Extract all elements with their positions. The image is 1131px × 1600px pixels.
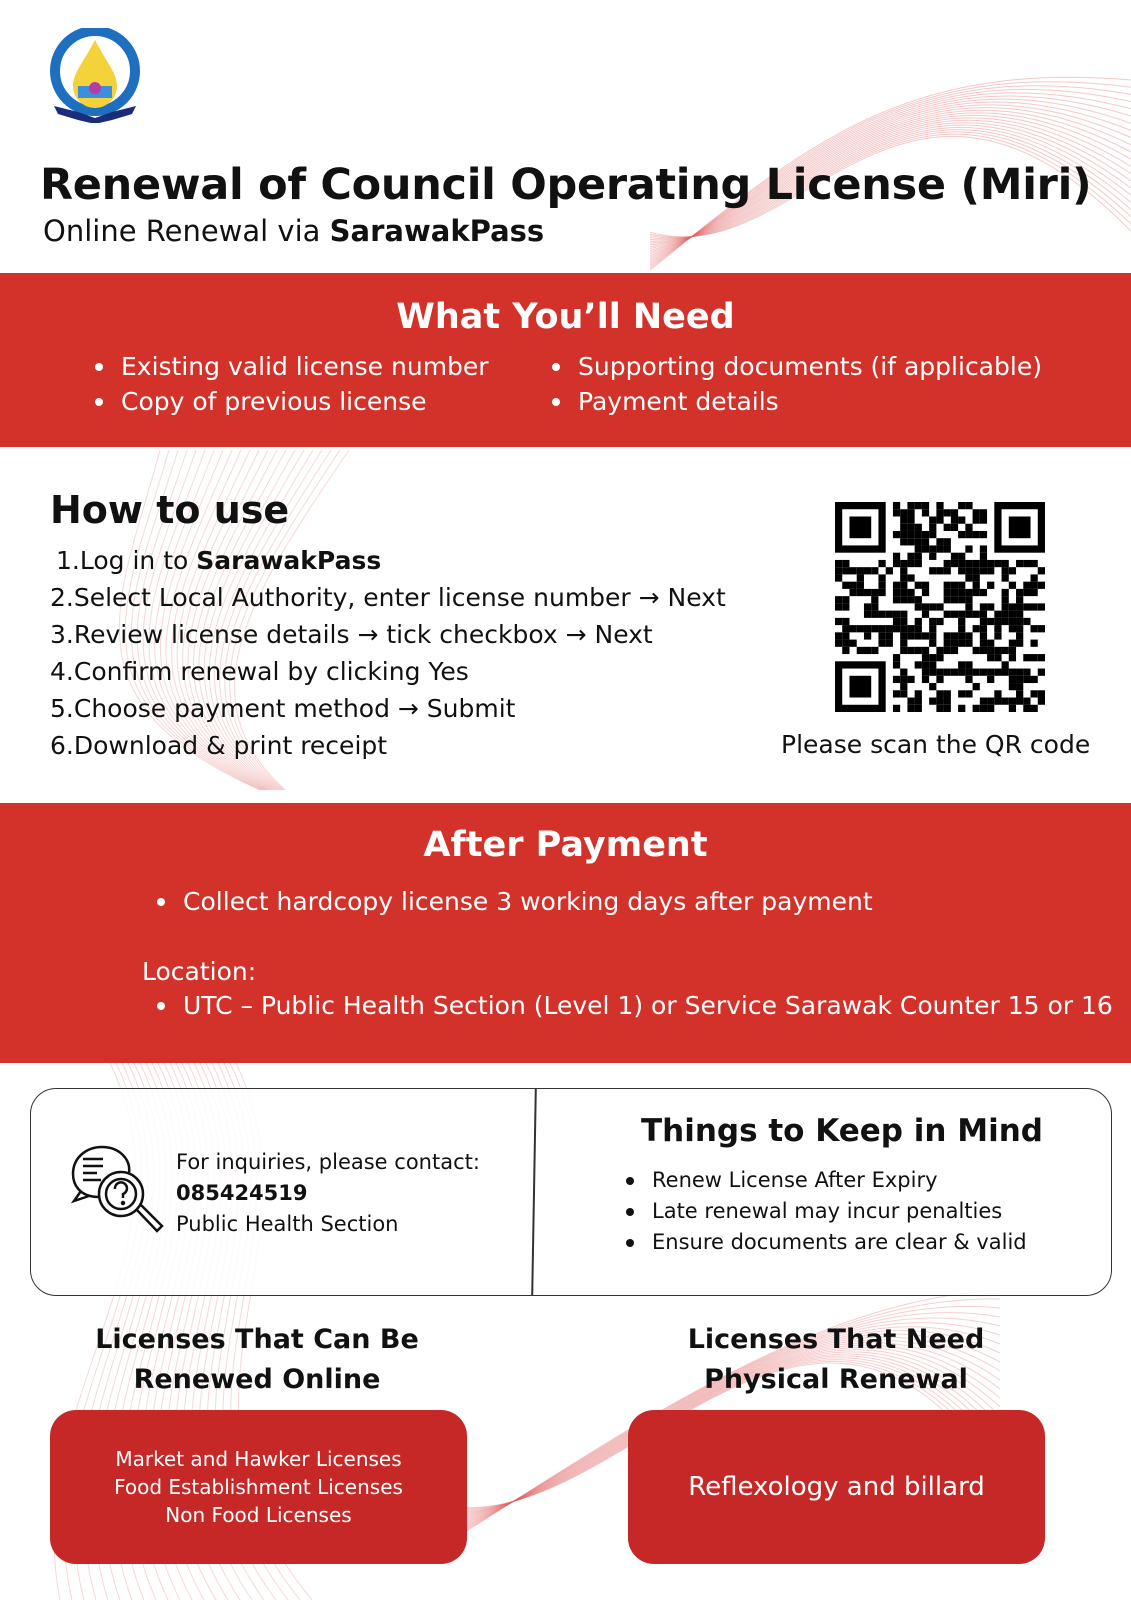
after-payment-section [0, 803, 1131, 1063]
list-item: Existing valid license number [95, 349, 489, 384]
license-item: Reflexology and billard [688, 1472, 985, 1502]
divider [531, 1089, 536, 1295]
step-text: Review license details → tick checkbox → Next [73, 620, 653, 649]
contact-phone[interactable]: 085424519 [176, 1181, 308, 1205]
list-item: Renew License After Expiry [626, 1165, 1027, 1196]
list-item: Payment details [552, 384, 1042, 419]
step-number: 3. [50, 620, 74, 649]
step-text: Confirm renewal by clicking Yes [73, 657, 469, 686]
step-text: Log in to [79, 546, 197, 575]
step-number: 6. [50, 731, 74, 760]
heading-line: Licenses That Can Be [95, 1324, 419, 1355]
keep-list [626, 1165, 1027, 1258]
inquiry-icon [69, 1139, 169, 1243]
step-text: Download & print receipt [73, 731, 388, 760]
step-number: 4. [50, 657, 74, 686]
contact-label: For inquiries, please contact: [176, 1150, 480, 1174]
step-number: 1. [56, 546, 80, 575]
step-item [50, 653, 726, 690]
page-subtitle [43, 214, 544, 248]
license-item: Food Establishment Licenses [114, 1475, 403, 1499]
council-logo [48, 28, 143, 123]
step-text: Choose payment method → Submit [73, 694, 516, 723]
contact-dept: Public Health Section [176, 1212, 399, 1236]
step-item [50, 579, 726, 616]
list-item: Late renewal may incur penalties [626, 1196, 1027, 1227]
physical-heading [626, 1320, 1046, 1400]
need-list-left [95, 349, 489, 419]
contact-info [176, 1147, 480, 1240]
after-list [157, 887, 873, 916]
heading-line: Renewed Online [133, 1364, 381, 1395]
step-item [50, 690, 726, 727]
list-item: Collect hardcopy license 3 working days after payment [157, 887, 873, 916]
step-item [50, 542, 726, 579]
subtitle-brand: SarawakPass [329, 214, 545, 248]
list-item: UTC – Public Health Section (Level 1) or Service Sarawak Counter 15 or 16 [157, 991, 1113, 1020]
what-you-need-section [0, 273, 1131, 447]
heading-line: Physical Renewal [704, 1364, 968, 1395]
step-number: 5. [50, 694, 74, 723]
need-list-right [552, 349, 1042, 419]
info-box [30, 1088, 1112, 1296]
online-heading [47, 1320, 467, 1400]
step-item [50, 727, 726, 764]
license-item: Non Food Licenses [165, 1503, 352, 1527]
list-item: Supporting documents (if applicable) [552, 349, 1042, 384]
qr-code[interactable] [835, 502, 1045, 712]
physical-licenses-box [628, 1410, 1045, 1564]
section-title: After Payment [423, 825, 708, 865]
step-item [50, 616, 726, 653]
location-list [157, 991, 1113, 1020]
how-to-use-title: How to use [50, 488, 290, 532]
subtitle-text: Online Renewal via [43, 214, 330, 248]
heading-line: Licenses That Need [687, 1324, 985, 1355]
list-item: Copy of previous license [95, 384, 489, 419]
step-number: 2. [50, 583, 74, 612]
list-item: Ensure documents are clear & valid [626, 1227, 1027, 1258]
location-label: Location: [142, 957, 257, 986]
keep-in-mind-title: Things to Keep in Mind [641, 1113, 1043, 1149]
step-text: Select Local Authority, enter license number → Next [73, 583, 726, 612]
page-title: Renewal of Council Operating License (Miri) [40, 160, 1092, 210]
online-licenses-box [50, 1410, 467, 1564]
section-title: What You’ll Need [396, 297, 735, 337]
license-item: Market and Hawker Licenses [115, 1447, 402, 1471]
step-bold: SarawakPass [196, 546, 382, 575]
qr-caption: Please scan the QR code [781, 730, 1091, 759]
how-to-use-steps [50, 542, 726, 764]
